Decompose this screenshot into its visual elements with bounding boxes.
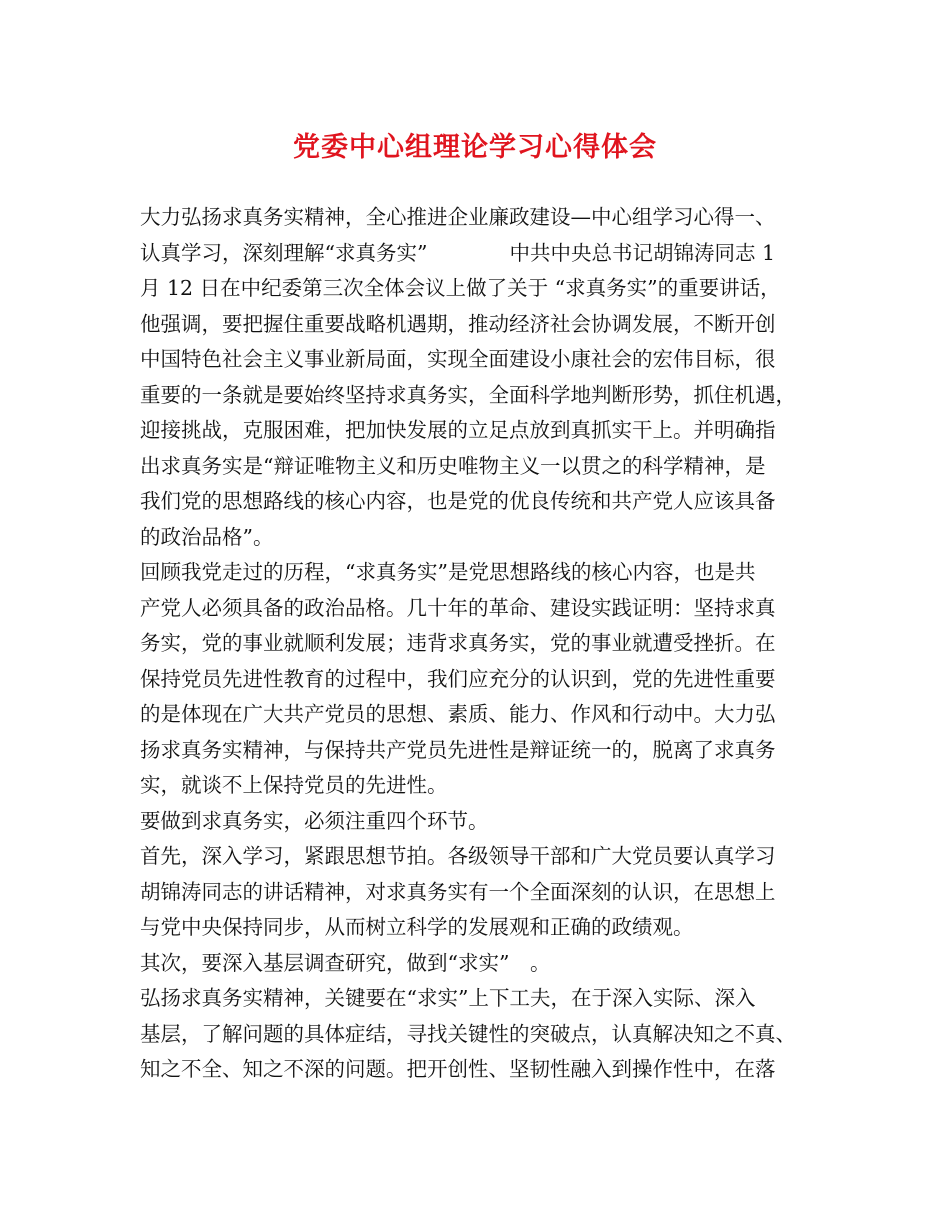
body-line: 月 12 日在中纪委第三次全体会议上做了关于 “求真务实”的重要讲话，: [140, 276, 781, 300]
body-line: 中国特色社会主义事业新局面，实现全面建设小康社会的宏伟目标，很: [140, 347, 776, 371]
body-line: 胡锦涛同志的讲话精神，对求真务实有一个全面深刻的认识，在思想上: [140, 879, 776, 904]
body-line: 重要的一条就是要始终坚持求真务实，全面科学地判断形势，抓住机遇，: [140, 382, 796, 407]
body-line: 实，就谈不上保持党员的先进性。: [140, 773, 448, 797]
body-line: 迎接挑战，克服困难，把加快发展的立足点放到真抓实干上。并明确指: [140, 418, 776, 442]
body-line: 我们党的思想路线的核心内容，也是党的优良传统和共产党人应该具备: [140, 489, 776, 513]
body-line: 的政治品格”。: [140, 524, 274, 549]
body-line: 他强调，要把握住重要战略机遇期，推动经济社会协调发展，不断开创: [140, 311, 776, 336]
body-line: 基层，了解问题的具体症结，寻找关键性的突破点，认真解决知之不真、: [140, 1021, 796, 1046]
body-line: 的是体现在广大共产党员的思想、素质、能力、作风和行动中。大力弘: [140, 702, 776, 726]
body-line: 首先，深入学习，紧跟思想节拍。各级领导干部和广大党员要认真学习: [140, 844, 776, 868]
body-line: 扬求真务实精神，与保持共产党员先进性是辩证统一的，脱离了求真务: [140, 737, 776, 762]
body-line: 回顾我党走过的历程，“求真务实”是党思想路线的核心内容，也是共: [140, 560, 756, 584]
document-title: 党委中心组理论学习心得体会: [293, 132, 657, 163]
body-line: 其次，要深入基层调查研究，做到“求实” 。: [140, 950, 551, 975]
body-line: 大力弘扬求真务实精神，全心推进企业廉政建设—中心组学习心得一、: [140, 205, 776, 229]
body-line: 保持党员先进性教育的过程中，我们应充分的认识到，党的先进性重要: [140, 666, 776, 691]
body-line: 要做到求真务实，必须注重四个环节。: [140, 808, 489, 833]
body-line: 认真学习，深刻理解“求真务实” 中共中央总书记胡锦涛同志 1: [140, 240, 776, 265]
body-line: 产党人必须具备的政治品格。几十年的革命、建设实践证明：坚持求真: [140, 595, 776, 620]
body-line: 与党中央保持同步，从而树立科学的发展观和正确的政绩观。: [140, 915, 694, 939]
document-body: [140, 200, 830, 1088]
body-line: 出求真务实是“辩证唯物主义和历史唯物主义一以贯之的科学精神，是: [140, 453, 766, 478]
body-line: 弘扬求真务实精神，关键要在“求实”上下工夫，在于深入实际、深入: [140, 986, 756, 1010]
body-line: 务实，党的事业就顺利发展；违背求真务实，党的事业就遭受挫折。在: [140, 631, 776, 655]
body-line: 知之不全、知之不深的问题。把开创性、坚韧性融入到操作性中，在落: [140, 1057, 776, 1081]
